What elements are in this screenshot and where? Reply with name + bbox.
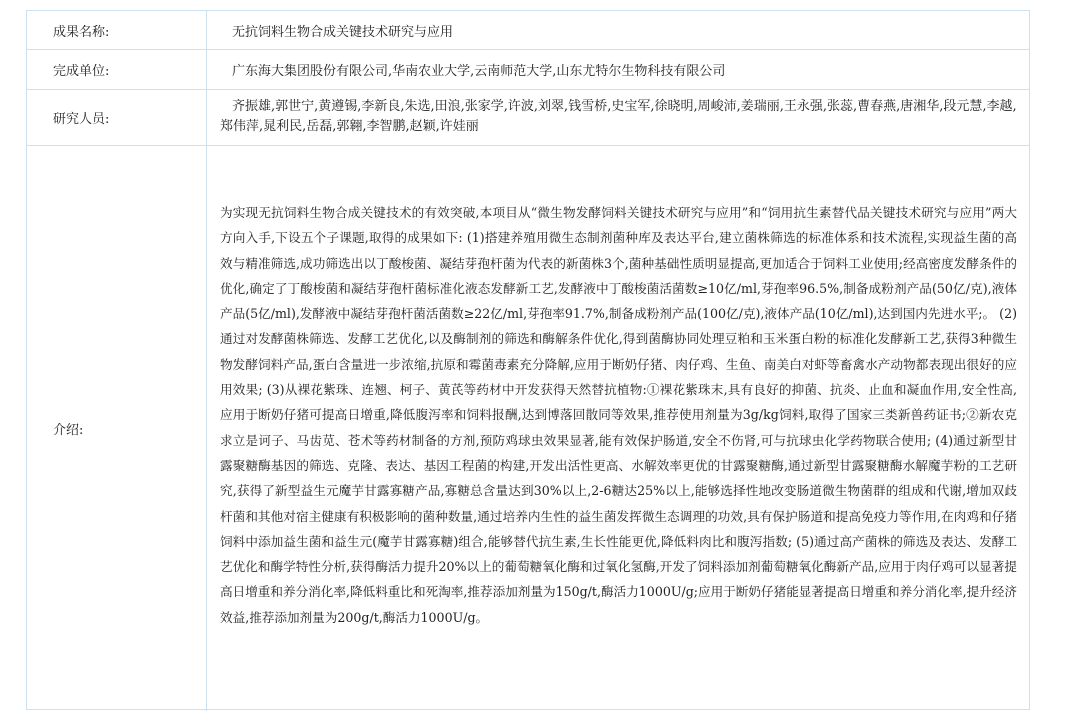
label-researchers: 研究人员:	[27, 90, 207, 145]
row-achievement-name	[27, 11, 1029, 50]
achievement-table	[26, 10, 1030, 710]
label-achievement-name: 成果名称:	[27, 11, 207, 49]
row-researchers	[27, 90, 1029, 146]
label-introduction: 介绍:	[27, 146, 207, 711]
row-introduction	[27, 146, 1029, 711]
value-researchers: 齐振雄,郭世宁,黄遵锡,李新良,朱选,田浪,张家学,许波,刘翠,钱雪桥,史宝军,徐晓明,周峻沛,姜瑞丽,王永强,张蕊,曹春燕,唐湘华,段元慧,李越,郑伟萍,晁利民,岳磊,郭翱,李智鹏,赵颖,许娃丽	[220, 99, 1017, 134]
row-completing-unit	[27, 50, 1029, 90]
label-completing-unit: 完成单位:	[27, 50, 207, 89]
value-completing-unit: 广东海大集团股份有限公司,华南农业大学,云南师范大学,山东尤特尔生物科技有限公司	[232, 64, 726, 79]
value-achievement-name: 无抗饲料生物合成关键技术研究与应用	[232, 24, 454, 40]
value-introduction: 为实现无抗饲料生物合成关键技术的有效突破,本项目从“微生物发酵饲料关键技术研究与应用”和“饲用抗生素替代品关键技术研究与应用”两大方向入手,下设五个子课题,取得的成果如下: (1)搭建养殖用微生态制剂菌种库及表达平台,建立菌株筛选的标准体系和技术流程,实现益生菌的高效与精准筛选,成功筛选出以丁酸梭菌、凝结芽孢杆菌为代表的新菌株3个,菌种基础性质明显提高,更加适合于饲料工业使用;经高密度发酵条件的优化,确定了丁酸梭菌和凝结芽孢杆菌标准化液态发酵新工艺,发酵液中丁酸梭菌活菌数≥10亿/ml,芽孢率96.5%,制备成粉剂产品(50亿/克),液体产品(5亿/ml),发酵液中凝结芽孢杆菌活菌数≥22亿/ml,芽孢率91.7%,制备成粉剂产品(100亿/克),液体产品(10亿/ml),达到国内先进水平;。 (2)通过对发酵菌株筛选、发酵工艺优化,以及酶制剂的筛选和酶解条件优化,得到菌酶协同处理豆粕和玉米蛋白粉的标准化发酵新工艺,获得3种微生物发酵饲料产品,蛋白含量进一步浓缩,抗原和霉菌毒素充分降解,应用于断奶仔猪、肉仔鸡、生鱼、南美白对虾等畜禽水产动物都表现出很好的应用效果; (3)从裸花紫珠、连翘、柯子、黄芪等药材中开发获得天然替抗植物:①裸花紫珠末,具有良好的抑菌、抗炎、止血和凝血作用,安全性高,应用于断奶仔猪可提高日增重,降低腹泻率和饲料报酬,达到博落回散同等效果,推荐使用剂量为3g/kg饲料,取得了国家三类新兽药证书;②新农克求立是诃子、马齿苋、苍术等药材制备的方剂,预防鸡球虫效果显著,能有效保护肠道,安全不伤肾,可与抗球虫化学药物联合使用; (4)通过新型甘露聚糖酶基因的筛选、克隆、表达、基因工程菌的构建,开发出活性更高、水解效率更优的甘露聚糖酶,通过新型甘露聚糖酶水解魔芋粉的工艺研究,获得了新型益生元魔芋甘露寡糖产品,寡糖总含量达到30%以上,2-6糖达25%以上,能够选择性地改变肠道微生物菌群的组成和代谢,增加双歧杆菌和其他对宿主健康有积极影响的菌种数量,通过培养内生性的益生菌发挥微生态调理的功效,具有保护肠道和提高免疫力等作用,在肉鸡和仔猪饲料中添加益生菌和益生元(魔芋甘露寡糖)组合,能够替代抗生素,生长性能更优,降低料肉比和腹泻指数; (5)通过高产菌株的筛选及表达、发酵工艺优化和酶学特性分析,获得酶活力提升20%以上的葡萄糖氧化酶和过氧化氢酶,开发了饲料添加剂葡萄糖氧化酶新产品,应用于肉仔鸡可以显著提高日增重和养分消化率,降低料重比和死淘率,推荐添加剂量为150g/t,酶活力1000U/g;应用于断奶仔猪能显著提高日增重和养分消化率,提升经济效益,推荐添加剂量为200g/t,酶活力1000U/g。	[220, 205, 1017, 625]
